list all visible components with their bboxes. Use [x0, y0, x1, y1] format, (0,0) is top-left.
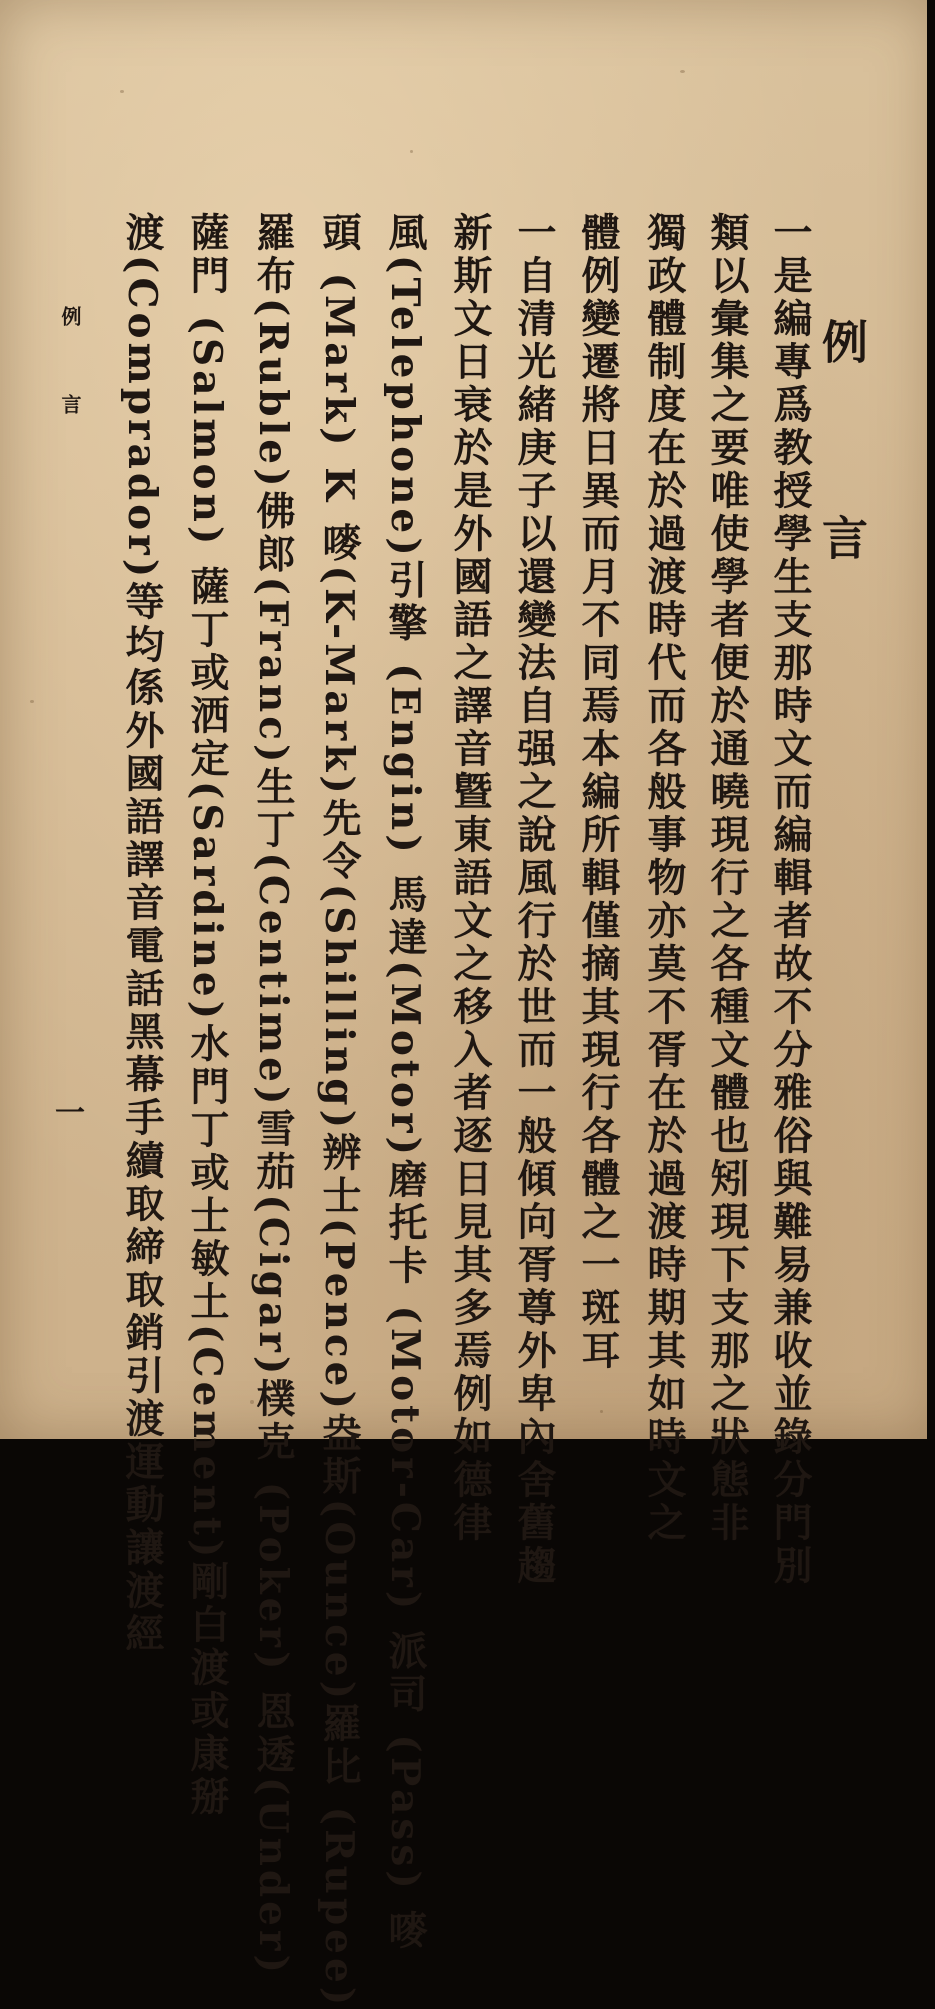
text-column: 獨政體制度在於過渡時代而各般事物亦莫不胥在於過渡時期其如時文之: [641, 212, 687, 1545]
text-column: 羅布(Ruble)佛郎(Franc)生丁(Centime)雪茄(Cigar)樸克 (Poker) 恩透(Under): [250, 212, 296, 1977]
text-column: 一自清光緒庚子以還變法自强之說風行於世而一般傾向胥尊外卑內舍舊趨: [511, 212, 557, 1588]
text-column: 風(Telephone)引擎 (Engin) 馬達(Motor)磨托卡 (Motor-Car) 派司 (Pass) 嘜: [382, 212, 428, 1954]
paper-speck: [120, 90, 124, 93]
page-heading: 例 言: [815, 318, 869, 612]
text-column: 一是編專爲教授學生支那時文而編輯者故不分雅俗與難易兼收並錄分門別: [767, 212, 813, 1588]
text-column: 類以彙集之要唯使學者便於通曉現行之各種文體也矧現下支那之狀態非: [704, 212, 750, 1545]
paper-speck: [410, 150, 413, 153]
paper-speck: [30, 700, 34, 703]
text-column: 新斯文日衰於是外國語之譯音曁東語文之移入者逐日見其多焉例如德律: [447, 212, 493, 1545]
scan-edge: [927, 0, 935, 1439]
running-title: 例 言: [58, 306, 82, 438]
text-column: 體例變遷將日異而月不同焉本編所輯僅摘其現行各體之一斑耳: [575, 212, 621, 1373]
text-column: 渡(Comprador)等均係外國語譯音電話黑幕手續取締取銷引渡運動讓渡經: [119, 212, 165, 1657]
paper-speck: [600, 1410, 603, 1413]
paper-speck: [680, 70, 685, 73]
page-number: 一: [55, 1096, 85, 1131]
text-column: 頭 (Mark) K 嘜(K-Mark)先令(Shilling)辨士(Pence)盎斯(Ounce)羅比 (Rupee): [316, 212, 362, 2009]
text-column: 薩門 (Salmon) 薩丁或洒定(Sardine)水門丁或士敏土(Cement)剛白渡或康掰: [184, 212, 230, 1820]
